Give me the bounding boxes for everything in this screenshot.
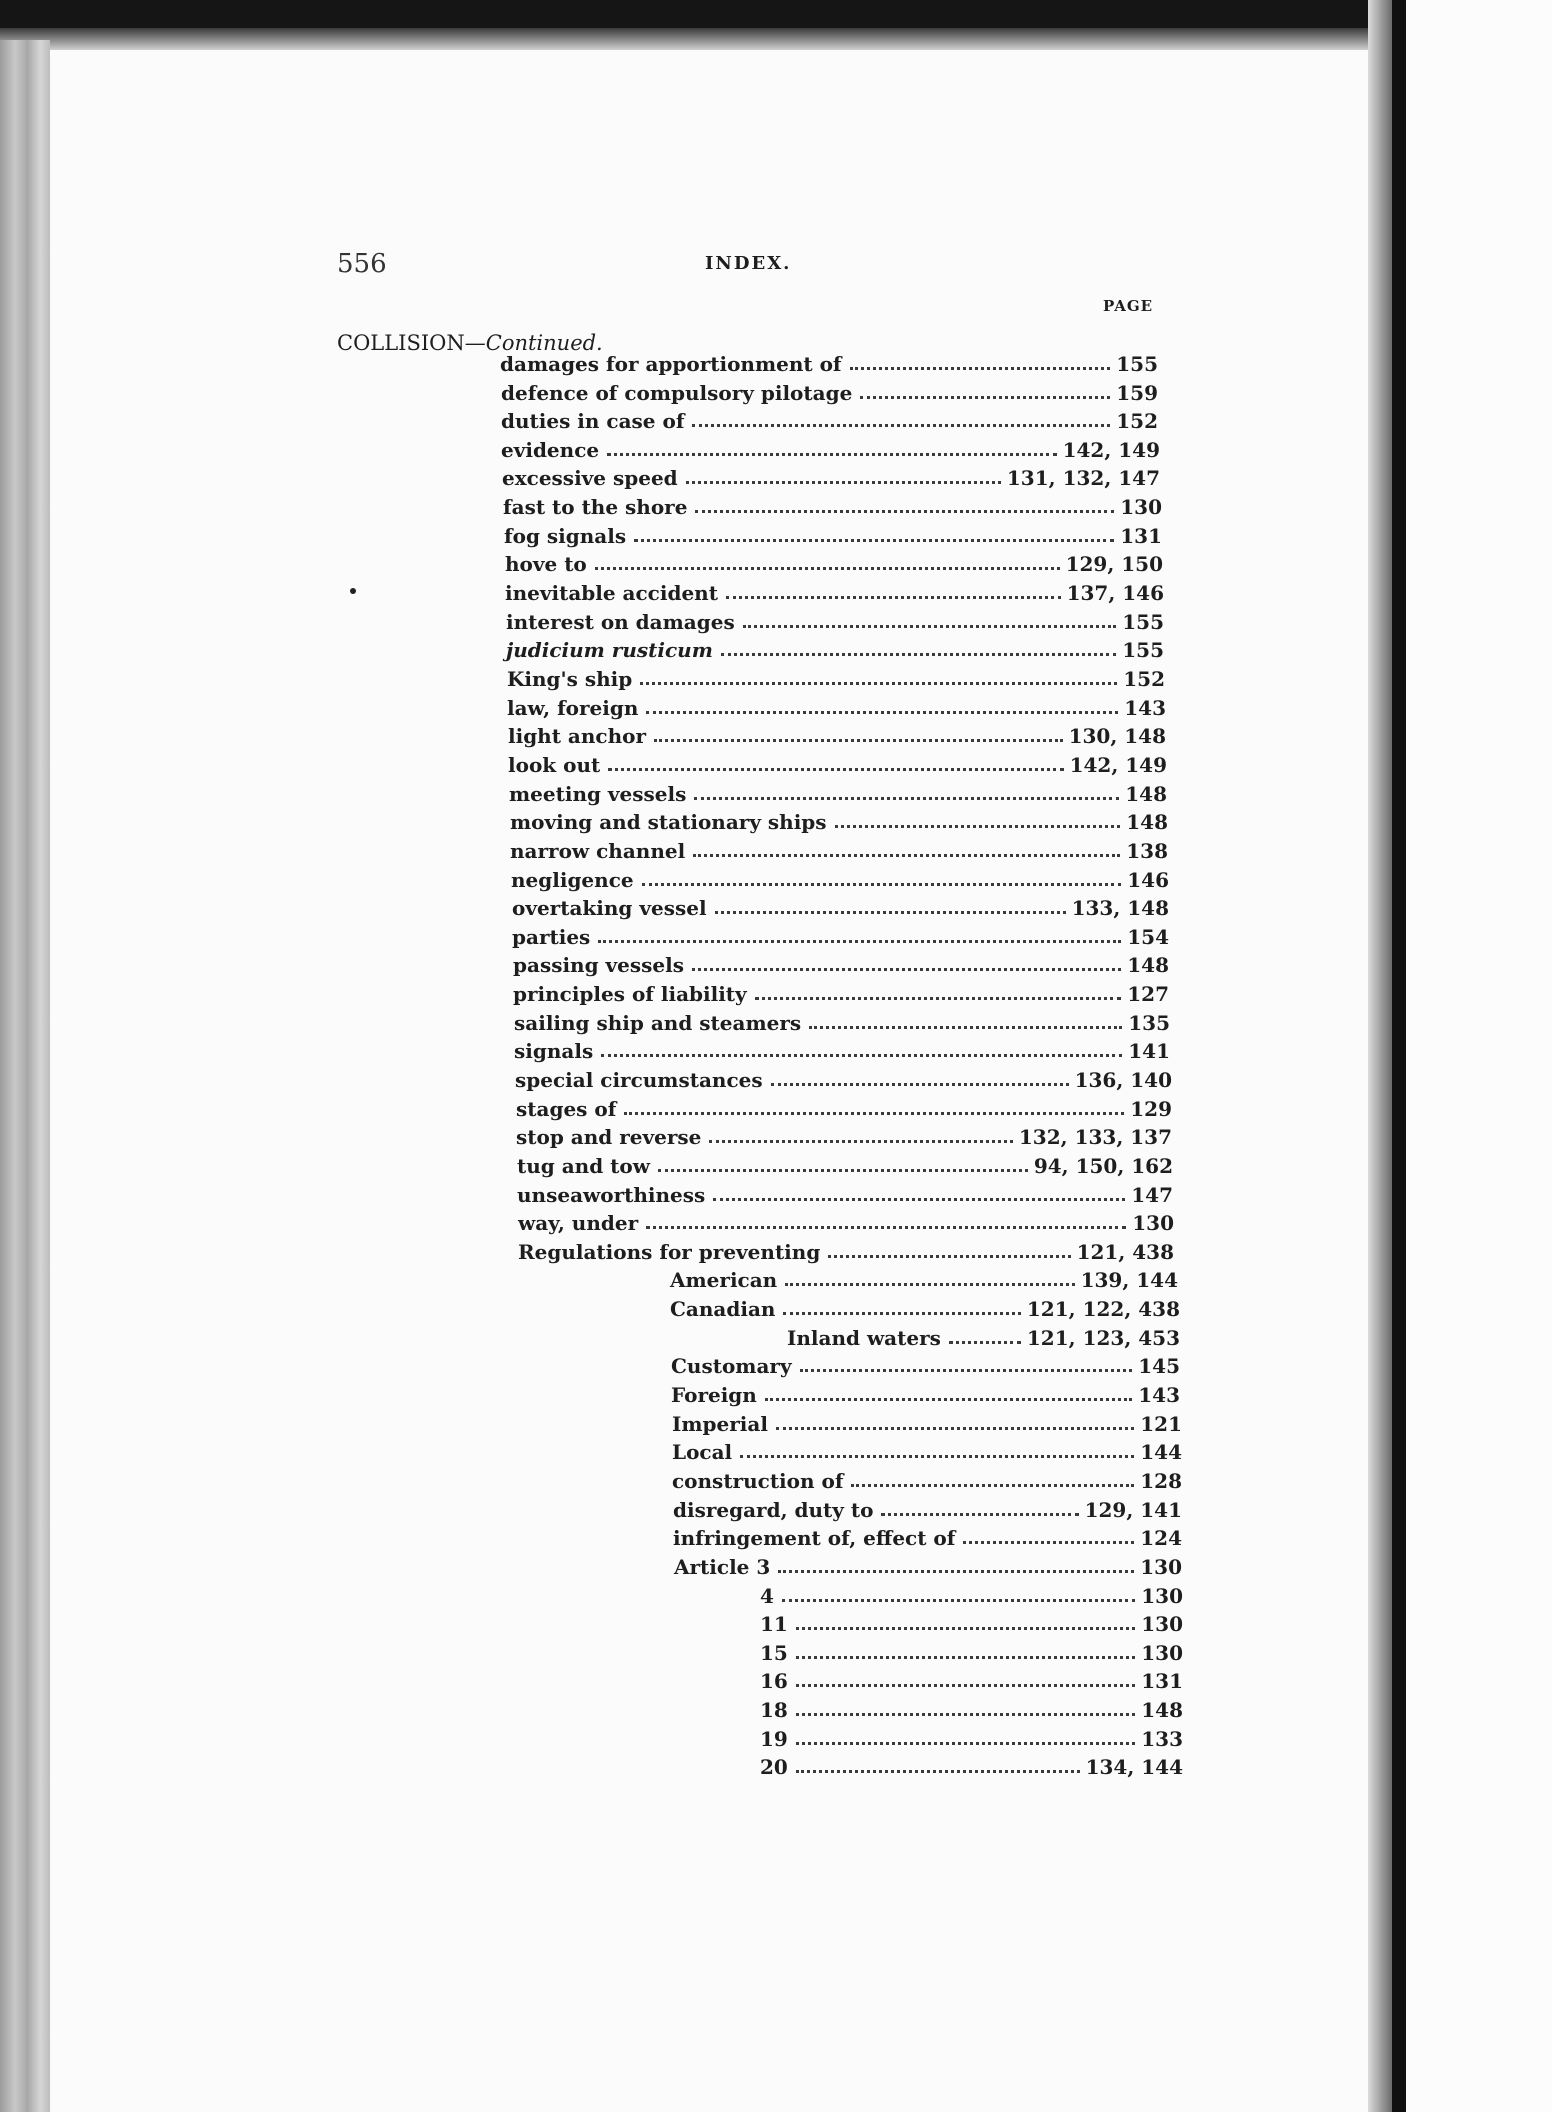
entry-term: way, under <box>518 1211 639 1235</box>
entry-pages: 142, 149 <box>1069 753 1167 777</box>
dot-leader <box>634 539 1114 542</box>
index-entry <box>787 1322 1180 1350</box>
gutter-line <box>1392 0 1406 2112</box>
entry-term: signals <box>514 1039 594 1063</box>
index-entry <box>672 1465 1182 1493</box>
entry-pages: 143 <box>1138 1383 1180 1407</box>
dot-leader <box>640 682 1117 685</box>
index-entry <box>517 1150 1173 1178</box>
heading-main: COLLISION <box>337 331 465 355</box>
entry-term: Article 3 <box>674 1555 771 1579</box>
entry-term: law, foreign <box>507 696 639 720</box>
entry-term: sailing ship and steamers <box>514 1011 802 1035</box>
dot-leader <box>740 1455 1134 1458</box>
entry-pages: 133 <box>1141 1727 1183 1751</box>
index-entry <box>760 1751 1183 1779</box>
dot-leader <box>796 1770 1080 1773</box>
entry-term: unseaworthiness <box>517 1183 706 1207</box>
index-entry <box>513 949 1169 977</box>
entry-term: special circumstances <box>515 1068 763 1092</box>
dot-leader <box>881 1513 1078 1516</box>
entry-pages: 121, 123, 453 <box>1026 1326 1180 1350</box>
index-entry <box>517 1179 1173 1207</box>
index-entry <box>671 1379 1180 1407</box>
entry-pages: 131 <box>1120 524 1162 548</box>
entry-pages: 131 <box>1141 1669 1183 1693</box>
entry-term: American <box>670 1268 778 1292</box>
entry-pages: 129, 141 <box>1084 1498 1182 1522</box>
entry-term: 4 <box>760 1584 774 1608</box>
index-entry <box>760 1608 1183 1636</box>
entry-term: infringement of, effect of <box>673 1526 956 1550</box>
entry-term: Imperial <box>672 1412 768 1436</box>
entry-term: construction of <box>672 1469 844 1493</box>
entry-term: disregard, duty to <box>673 1498 874 1522</box>
index-entry <box>506 634 1164 662</box>
entry-term: overtaking vessel <box>512 896 707 920</box>
entry-pages: 136, 140 <box>1074 1068 1172 1092</box>
dot-leader <box>785 1283 1074 1286</box>
index-entry <box>510 835 1168 863</box>
index-entry <box>509 778 1167 806</box>
dot-leader <box>601 1054 1122 1057</box>
entry-pages: 133, 148 <box>1071 896 1169 920</box>
dot-leader <box>851 1484 1134 1487</box>
dot-leader <box>715 911 1066 914</box>
dot-leader <box>595 567 1060 570</box>
index-entry <box>513 978 1169 1006</box>
dot-leader <box>709 1140 1013 1143</box>
entry-term: light anchor <box>508 724 647 748</box>
entry-term: moving and stationary ships <box>510 810 827 834</box>
entry-term: passing vessels <box>513 953 684 977</box>
entry-pages: 132, 133, 137 <box>1018 1125 1172 1149</box>
entry-term: inevitable accident <box>505 581 718 605</box>
dot-leader <box>743 625 1117 628</box>
page-number: 556 <box>337 249 387 279</box>
entry-pages: 152 <box>1123 667 1165 691</box>
dot-leader <box>835 825 1121 828</box>
entry-pages: 154 <box>1127 925 1169 949</box>
entry-term: 20 <box>760 1755 788 1779</box>
dot-leader <box>778 1570 1134 1573</box>
index-entry <box>672 1408 1182 1436</box>
entry-pages: 130 <box>1132 1211 1174 1235</box>
book-page-edges <box>0 40 50 2112</box>
dot-leader <box>796 1684 1135 1687</box>
entry-term: Customary <box>671 1354 792 1378</box>
entry-pages: 128 <box>1140 1469 1182 1493</box>
dot-leader <box>796 1656 1135 1659</box>
dot-leader <box>608 768 1063 771</box>
entry-term: fast to the shore <box>503 495 688 519</box>
index-entry <box>511 864 1169 892</box>
entry-pages: 129 <box>1130 1097 1172 1121</box>
entry-pages: 121, 438 <box>1076 1240 1174 1264</box>
index-entry <box>506 606 1164 634</box>
entry-term: duties in case of <box>501 409 685 433</box>
dot-leader <box>850 367 1111 370</box>
dot-leader <box>692 968 1121 971</box>
index-entry <box>507 692 1166 720</box>
heading-continued: —Continued. <box>464 331 603 355</box>
index-entry <box>500 348 1158 376</box>
entry-term: 18 <box>760 1698 788 1722</box>
entry-term: 15 <box>760 1641 788 1665</box>
entry-term: negligence <box>511 868 634 892</box>
entry-pages: 148 <box>1127 953 1169 977</box>
index-entry <box>674 1551 1182 1579</box>
entry-pages: 130 <box>1140 1555 1182 1579</box>
entry-pages: 146 <box>1127 868 1169 892</box>
entry-pages: 145 <box>1138 1354 1180 1378</box>
dot-leader <box>796 1627 1135 1630</box>
index-entry <box>673 1494 1182 1522</box>
index-entry <box>508 749 1167 777</box>
dot-leader <box>598 940 1121 943</box>
entry-term: hove to <box>505 552 587 576</box>
index-entry <box>672 1436 1182 1464</box>
entry-pages: 129, 150 <box>1065 552 1163 576</box>
index-entry <box>510 806 1168 834</box>
index-entry <box>518 1207 1174 1235</box>
entry-term: interest on damages <box>506 610 735 634</box>
entry-pages: 138 <box>1126 839 1168 863</box>
entry-pages: 141 <box>1128 1039 1170 1063</box>
dot-leader <box>800 1369 1133 1372</box>
entry-term: evidence <box>501 438 600 462</box>
entry-pages: 155 <box>1122 610 1164 634</box>
scan-top-shadow <box>0 28 1552 50</box>
index-entry <box>516 1093 1172 1121</box>
entry-pages: 130 <box>1141 1641 1183 1665</box>
dot-leader <box>624 1112 1124 1115</box>
dot-leader <box>796 1713 1135 1716</box>
entry-term: Local <box>672 1440 733 1464</box>
entry-pages: 152 <box>1116 409 1158 433</box>
entry-term: parties <box>512 925 591 949</box>
dot-leader <box>782 1599 1135 1602</box>
index-entry <box>760 1694 1183 1722</box>
dot-leader <box>721 653 1116 656</box>
entry-pages: 124 <box>1140 1526 1182 1550</box>
dot-leader <box>646 711 1118 714</box>
entry-pages: 130, 148 <box>1068 724 1166 748</box>
index-entry <box>673 1522 1182 1550</box>
dot-leader <box>726 596 1061 599</box>
dot-leader <box>658 1169 1028 1172</box>
dot-leader <box>642 883 1122 886</box>
entry-term: King's ship <box>507 667 633 691</box>
index-entry <box>516 1121 1172 1149</box>
dot-leader <box>949 1341 1021 1344</box>
entry-pages: 134, 144 <box>1085 1755 1183 1779</box>
entry-term: 11 <box>760 1612 788 1636</box>
index-entry <box>515 1064 1172 1092</box>
dot-leader <box>713 1198 1125 1201</box>
dot-leader <box>796 1742 1135 1745</box>
index-entry <box>512 921 1169 949</box>
dot-leader <box>693 854 1120 857</box>
entry-pages: 94, 150, 162 <box>1033 1154 1173 1178</box>
dot-leader <box>686 481 1001 484</box>
entry-pages: 148 <box>1141 1698 1183 1722</box>
running-head: INDEX. <box>705 253 792 274</box>
dot-leader <box>771 1083 1069 1086</box>
entry-term: fog signals <box>504 524 627 548</box>
entry-pages: 148 <box>1126 810 1168 834</box>
entry-pages: 137, 146 <box>1066 581 1164 605</box>
index-entry <box>671 1350 1180 1378</box>
dot-leader <box>860 396 1110 399</box>
index-entry <box>501 405 1158 433</box>
entry-term: look out <box>508 753 601 777</box>
entry-pages: 121, 122, 438 <box>1026 1297 1180 1321</box>
gutter-shadow <box>1368 0 1392 2112</box>
dot-leader <box>809 1026 1122 1029</box>
entry-pages: 127 <box>1127 982 1169 1006</box>
index-entry <box>760 1580 1183 1608</box>
entry-pages: 155 <box>1122 638 1164 662</box>
dot-leader <box>607 453 1056 456</box>
entry-pages: 139, 144 <box>1080 1268 1178 1292</box>
entry-term: Canadian <box>670 1297 776 1321</box>
index-entry <box>505 577 1164 605</box>
index-entry <box>501 377 1158 405</box>
index-entry <box>670 1293 1180 1321</box>
entry-term: meeting vessels <box>509 782 687 806</box>
dot-leader <box>765 1398 1132 1401</box>
index-entry <box>514 1035 1170 1063</box>
dot-leader <box>828 1255 1070 1258</box>
entry-pages: 159 <box>1116 381 1158 405</box>
index-entry <box>518 1236 1174 1264</box>
entry-term: judicium rusticum <box>506 638 713 662</box>
entry-term: damages for apportionment of <box>500 352 842 376</box>
entry-pages: 121 <box>1140 1412 1182 1436</box>
entry-term: Regulations for preventing <box>518 1240 821 1264</box>
dot-leader <box>963 1541 1134 1544</box>
index-entry <box>760 1637 1183 1665</box>
dot-leader <box>783 1312 1020 1315</box>
index-entry <box>670 1264 1178 1292</box>
entry-pages: 144 <box>1140 1440 1182 1464</box>
index-entry <box>501 434 1160 462</box>
index-entry <box>760 1723 1183 1751</box>
entry-term: tug and tow <box>517 1154 650 1178</box>
index-entry <box>514 1007 1170 1035</box>
index-entry <box>512 892 1169 920</box>
index-entry <box>504 520 1162 548</box>
index-entry <box>505 548 1163 576</box>
dot-leader <box>695 510 1114 513</box>
entry-pages: 130 <box>1120 495 1162 519</box>
entry-pages: 148 <box>1125 782 1167 806</box>
entry-term: stages of <box>516 1097 617 1121</box>
entry-term: 19 <box>760 1727 788 1751</box>
entry-pages: 142, 149 <box>1062 438 1160 462</box>
index-entry <box>503 491 1162 519</box>
entry-term: stop and reverse <box>516 1125 702 1149</box>
margin-speck <box>350 588 356 594</box>
dot-leader <box>755 997 1122 1000</box>
entry-term: Inland waters <box>787 1326 941 1350</box>
entry-term: defence of compulsory pilotage <box>501 381 853 405</box>
entry-pages: 155 <box>1116 352 1158 376</box>
dot-leader <box>654 739 1063 742</box>
index-entry <box>508 720 1166 748</box>
entry-pages: 131, 132, 147 <box>1006 466 1160 490</box>
index-entry <box>502 462 1160 490</box>
entry-pages: 130 <box>1141 1612 1183 1636</box>
entry-pages: 147 <box>1131 1183 1173 1207</box>
dot-leader <box>776 1427 1134 1430</box>
index-entry <box>760 1665 1183 1693</box>
dot-leader <box>694 797 1119 800</box>
entry-term: 16 <box>760 1669 788 1693</box>
dot-leader <box>692 424 1110 427</box>
scan-top-edge <box>0 0 1552 28</box>
dot-leader <box>646 1226 1126 1229</box>
entry-term: excessive speed <box>502 466 678 490</box>
entry-pages: 130 <box>1141 1584 1183 1608</box>
page-column-label: PAGE <box>1103 297 1154 315</box>
facing-page <box>1406 0 1552 2112</box>
entry-pages: 135 <box>1128 1011 1170 1035</box>
index-entry <box>507 663 1165 691</box>
entry-pages: 143 <box>1124 696 1166 720</box>
entry-term: Foreign <box>671 1383 757 1407</box>
entry-term: narrow channel <box>510 839 686 863</box>
entry-term: principles of liability <box>513 982 747 1006</box>
